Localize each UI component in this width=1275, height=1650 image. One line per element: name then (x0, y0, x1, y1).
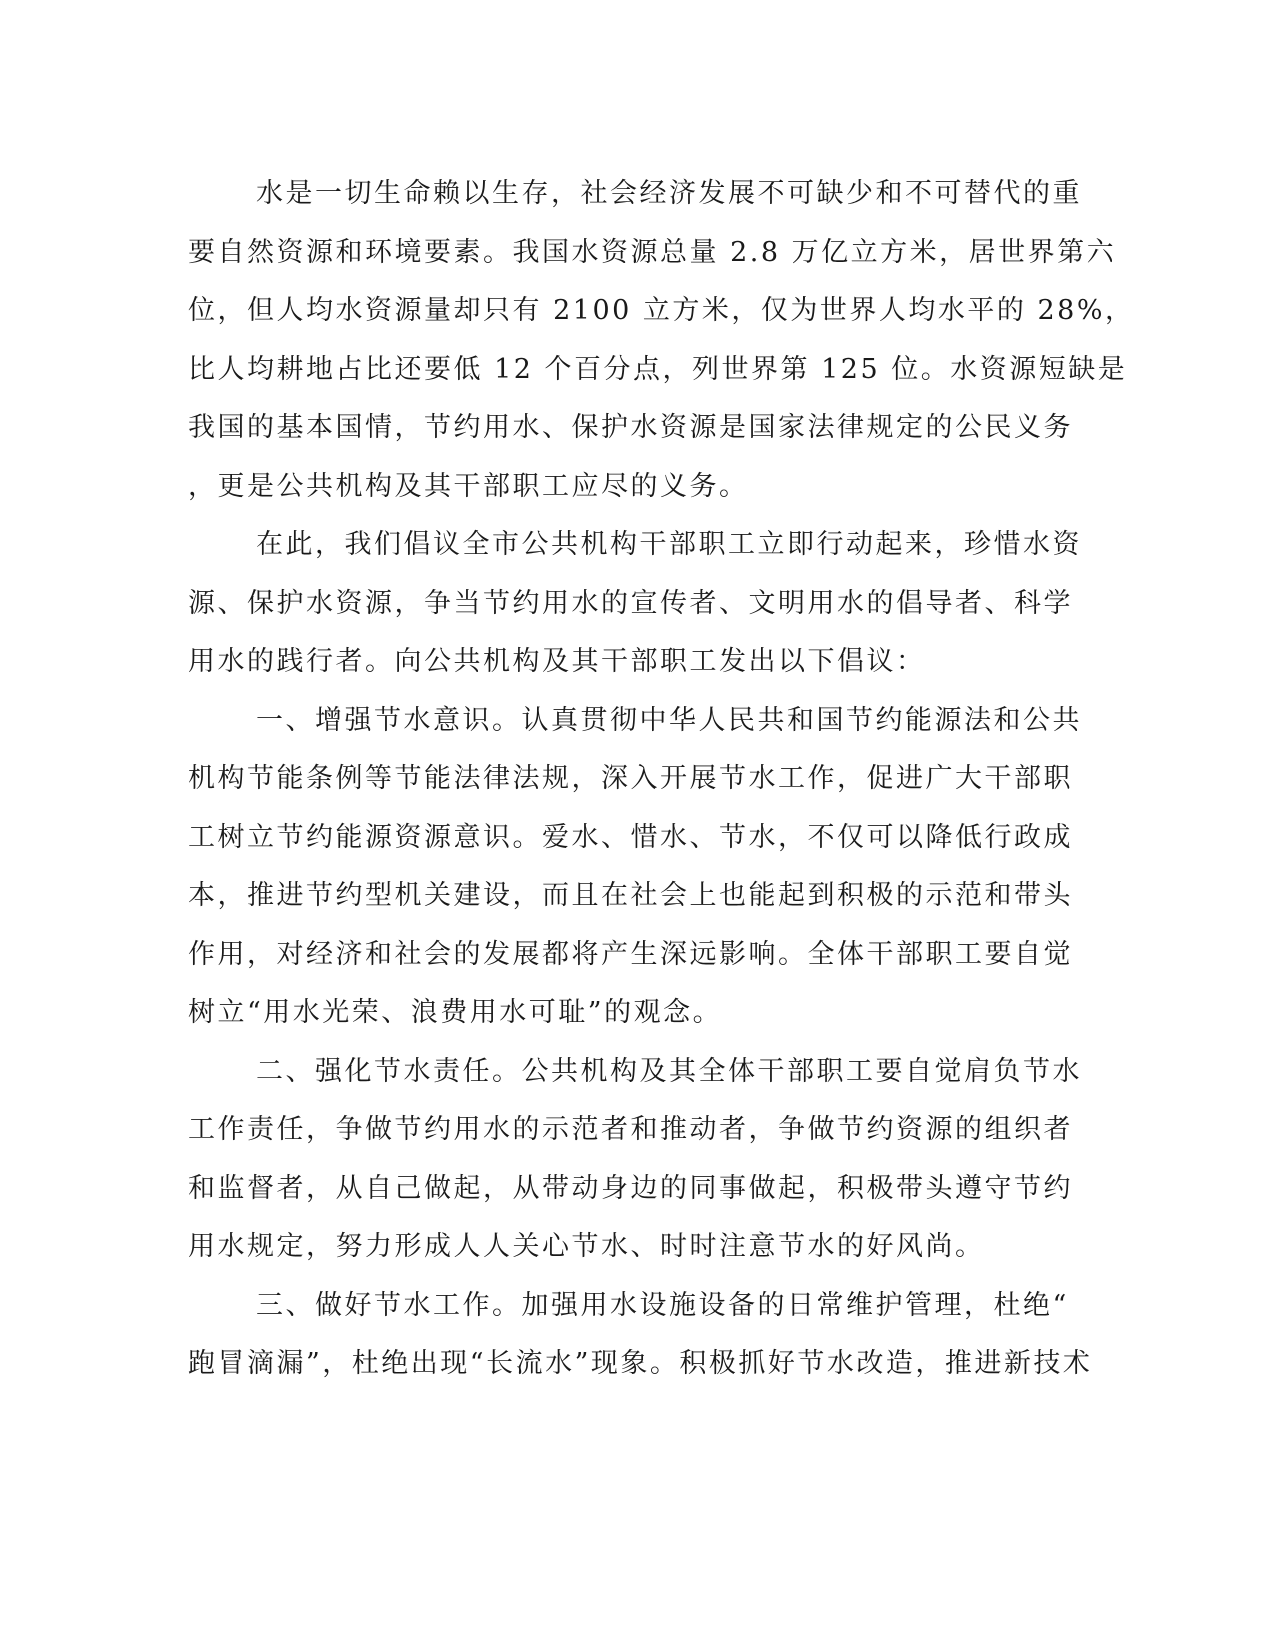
text-line: 二、强化节水责任。公共机构及其全体干部职工要自觉肩负节水 (256, 1055, 1082, 1087)
text-line: 位，但人均水资源量却只有 2100 立方米，仅为世界人均水平的 28%， (188, 295, 1135, 326)
text-line: 用水规定，努力形成人人关心节水、时时注意节水的好风尚。 (188, 1231, 985, 1262)
text-line: 在此，我们倡议全市公共机构干部职工立即行动起来，珍惜水资 (256, 529, 1082, 560)
text-line: 水是一切生命赖以生存，社会经济发展不可缺少和不可替代的重 (256, 178, 1082, 209)
paragraph-item-1 (188, 692, 1082, 1043)
text-line: ，更是公共机构及其干部职工应尽的义务。 (188, 470, 749, 502)
text-line: 我国的基本国情，节约用水、保护水资源是国家法律规定的公民义务 (188, 412, 1073, 443)
text-line: 比人均耕地占比还要低 12 个百分点，列世界第 125 位。水资源短缺是 (188, 353, 1128, 385)
text-line: 源、保护水资源，争当节约用水的宣传者、文明用水的倡导者、科学 (188, 587, 1073, 619)
text-line: 树立“用水光荣、浪费用水可耻”的观念。 (188, 997, 723, 1028)
text-line: 要自然资源和环境要素。我国水资源总量 2.8 万亿立方米，居世界第六 (188, 236, 1117, 268)
paragraph-proposal (188, 516, 1082, 692)
text-line: 三、做好节水工作。加强用水设施设备的日常维护管理，杜绝“ (256, 1289, 1069, 1321)
text-line: 和监督者，从自己做起，从带动身边的同事做起，积极带头遵守节约 (188, 1172, 1073, 1204)
text-line: 用水的践行者。向公共机构及其干部职工发出以下倡议： (188, 646, 926, 677)
text-line: 工树立节约能源资源意识。爱水、惜水、节水，不仅可以降低行政成 (188, 821, 1073, 853)
paragraph-item-2 (188, 1043, 1082, 1277)
text-line: 作用，对经济和社会的发展都将产生深远影响。全体干部职工要自觉 (188, 938, 1073, 970)
paragraph-item-3 (188, 1277, 1093, 1394)
paragraph-intro (188, 165, 1135, 516)
body-text (188, 165, 1135, 1394)
text-line: 跑冒滴漏”，杜绝出现“长流水”现象。积极抓好节水改造，推进新技术 (188, 1348, 1093, 1379)
text-line: 本，推进节约型机关建设，而且在社会上也能起到积极的示范和带头 (188, 880, 1073, 911)
text-line: 工作责任，争做节约用水的示范者和推动者，争做节约资源的组织者 (188, 1114, 1073, 1145)
text-line: 机构节能条例等节能法律法规，深入开展节水工作，促进广大干部职 (188, 763, 1073, 794)
text-line: 一、增强节水意识。认真贯彻中华人民共和国节约能源法和公共 (256, 704, 1082, 736)
